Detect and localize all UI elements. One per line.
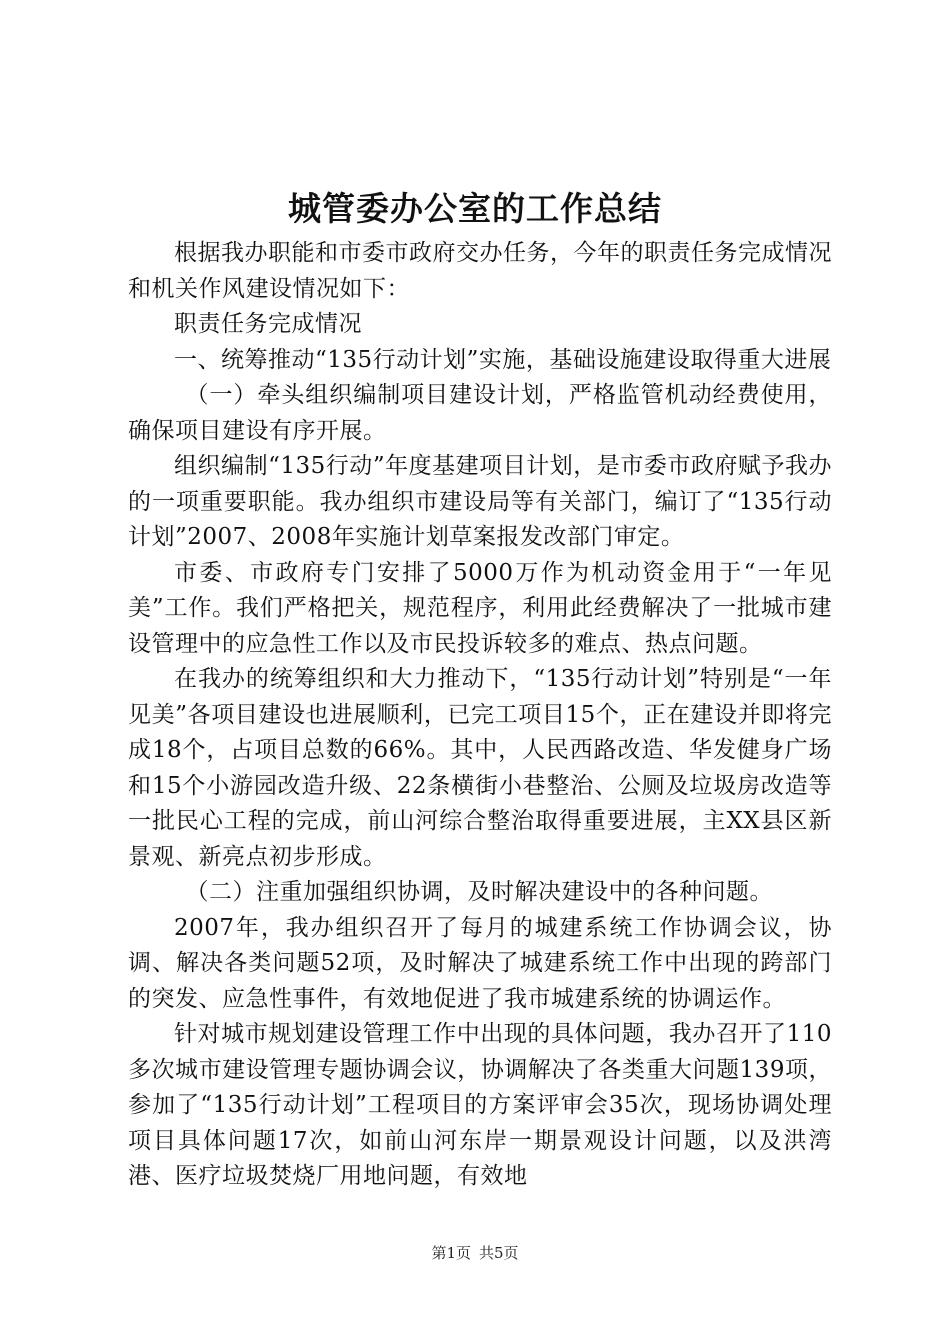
page-number: 第1页 <box>431 1244 471 1262</box>
section-heading: 职责任务完成情况 <box>174 311 362 337</box>
page-total: 共5页 <box>479 1244 519 1262</box>
document-title: 城管委办公室的工作总结 <box>288 189 662 228</box>
subsection-heading: （二）注重加强组织协调，及时解决建设中的各种问题。 <box>185 879 773 905</box>
section-heading: 一、统筹推动“135行动计划”实施，基础设施建设取得重大进展 <box>174 346 832 373</box>
document-body <box>128 236 832 1195</box>
body-paragraph: 在我办的统筹组织和大力推动下，“135行动计划”特别是“一年见美”各项目建设也进展顺利，已完工项目15个，正在建设并即将完成18个，占项目总数的66%。其中，人民西路改造、华发健身广场和15个小游园改造升级、22条横街小巷整治、公厕及垃圾房改造等一批民心工程的完成，前山河综合整治取得重要进展，主XX县区新景观、新亮点初步形成。 <box>128 666 832 870</box>
body-paragraph: 根据我办职能和市委市政府交办任务，今年的职责任务完成情况和机关作风建设情况如下： <box>128 240 832 302</box>
body-paragraph: 市委、市政府专门安排了5000万作为机动资金用于“一年见美”工作。我们严格把关，规范程序，利用此经费解决了一批城市建设管理中的应急性工作以及市民投诉较多的难点、热点问题。 <box>128 559 832 657</box>
body-paragraph: 组织编制“135行动”年度基建项目计划，是市委市政府赋予我办的一项重要职能。我办组织市建设局等有关部门，编订了“135行动计划”2007、2008年实施计划草案报发改部门审定。 <box>128 453 832 550</box>
body-paragraph: 针对城市规划建设管理工作中出现的具体问题，我办召开了110多次城市建设管理专题协调会议，协调解决了各类重大问题139项，参加了“135行动计划”工程项目的方案评审会35次，现场协调处理项目具体问题17次，如前山河东岸一期景观设计问题，以及洪湾港、医疗垃圾焚烧厂用地问题，有效地 <box>128 1021 832 1189</box>
page-footer <box>0 1243 950 1263</box>
subsection-heading: （一）牵头组织编制项目建设计划，严格监管机动经费使用，确保项目建设有序开展。 <box>128 382 832 444</box>
body-paragraph: 2007年，我办组织召开了每月的城建系统工作协调会议，协调、解决各类问题52项，及时解决了城建系统工作中出现的跨部门的突发、应急性事件，有效地促进了我市城建系统的协调运作。 <box>128 914 832 1012</box>
